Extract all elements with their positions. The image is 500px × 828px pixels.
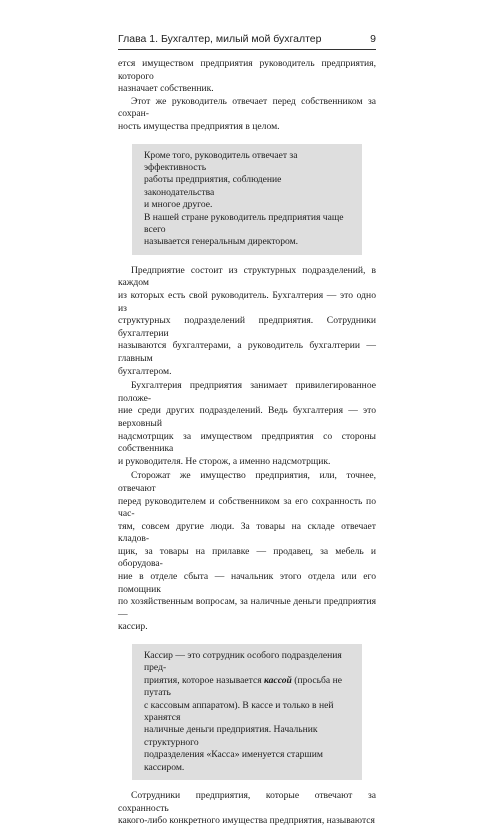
- callout-box: [132, 644, 362, 780]
- callout-box: [132, 144, 362, 255]
- paragraph: Сотрудники предприятия, которые отвечают за сохранность какого-либо конкретного имущества предприятия, называются: [118, 790, 376, 827]
- chapter-title: Глава 1. Бухгалтер, милый мой бухгалтер: [118, 33, 322, 45]
- paragraph: Сторожат же имущество предприятия, или, точнее, отвечают перед руководителем и собственником за его сохранность по час- тям, совсем другие люди. За товары на складе отвечает кладов- щик, за товары на прилавке — продавец, за мебель и оборудова- ние в отделе сбыта — начальник этого отдела или его помощник по хозяйственным вопросам, за наличные деньги предприятия — кассир.: [118, 470, 376, 633]
- emphasized-term: кассой: [264, 674, 292, 686]
- callout-text: Кассир — это сотрудник особого подразделения пред- приятия, которое называется кассой (просьба не путать с кассовым аппаратом). В кассе и только в ней хранятся наличные деньги предприятия. Начальник структурного подразделения «Касса» именуется старшим кассиром.: [144, 650, 342, 773]
- header-rule: [118, 49, 376, 50]
- paragraph: Бухгалтерия предприятия занимает привилегированное положе- ние среди других подразделений. Ведь бухгалтерия — это верховный надсмотрщик за имуществом предприятия со стороны собственника и руководителя. Не сторож, а именно надсмотрщик.: [118, 380, 376, 467]
- paragraph: Этот же руководитель отвечает перед собственником за сохран- ность имущества предприятия в целом.: [118, 95, 376, 132]
- running-header: [118, 33, 376, 49]
- body-text: [118, 58, 376, 828]
- callout-text: Кроме того, руководитель отвечает за эффективность работы предприятия, соблюдение законодательства и многое другое. В нашей стране руководитель предприятия чаще всего называется генеральным директором.: [144, 149, 344, 248]
- paragraph-continued: ется имуществом предприятия руководитель предприятия, которого назначает собственник.: [118, 58, 376, 95]
- page-number: 9: [370, 33, 376, 45]
- paragraph: Предприятие состоит из структурных подразделений, в каждом из которых есть свой руководитель. Бухгалтерия — это одно из структурных подразделений предприятия. Сотрудники бухгалтерии называются бухгалтерами, а руководитель бухгалтерии — главным бухгалтером.: [118, 264, 376, 377]
